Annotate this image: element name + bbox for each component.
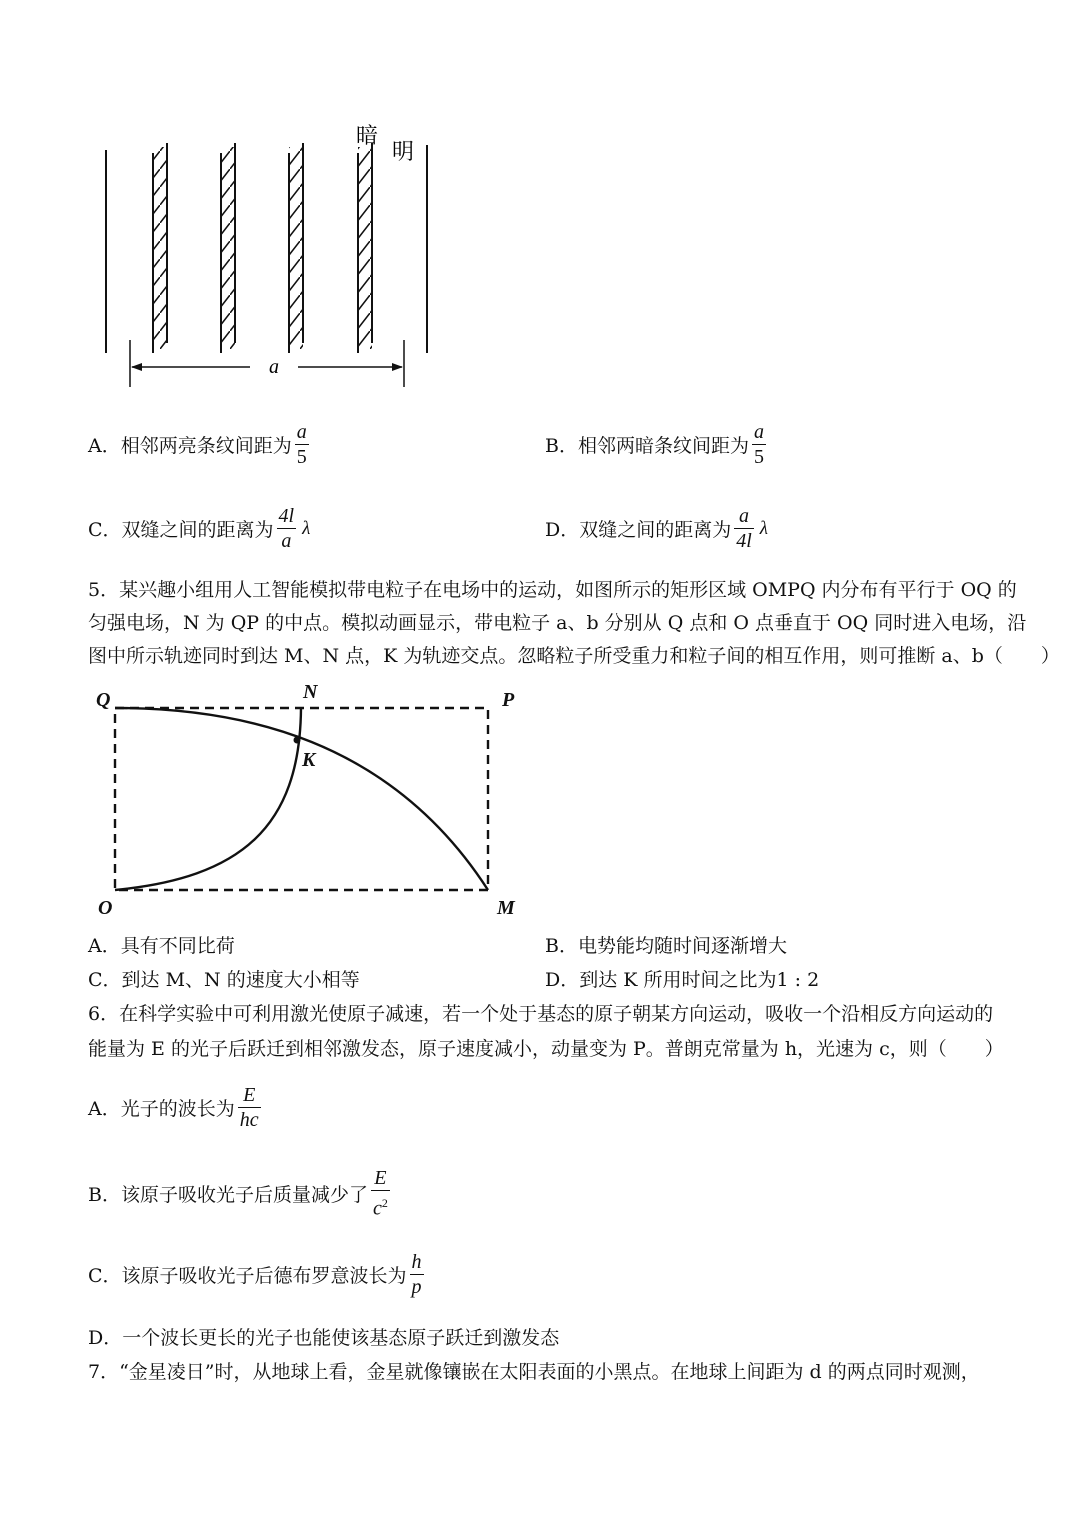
- q4-option-b[interactable]: B．相邻两暗条纹间距为 $\frac{a}{5}$: [545, 421, 764, 468]
- intersection-point-k: [294, 737, 301, 744]
- label-m: M: [497, 897, 515, 918]
- q5-option-b[interactable]: B．电势能均随时间逐渐增大: [545, 935, 787, 957]
- q6-option-d[interactable]: D．一个波长更长的光子也能使该基态原子跃迁到激发态: [88, 1327, 560, 1349]
- label-o: O: [98, 897, 113, 918]
- q6-option-a[interactable]: A．光子的波长为 $\frac{E}{hc}$: [88, 1084, 259, 1131]
- dark-fringe: [153, 143, 167, 353]
- label-q: Q: [96, 689, 111, 711]
- q4-option-c[interactable]: C．双缝之间的距离为 $\frac{4l}{a}$ λ: [88, 505, 311, 552]
- label-k: K: [302, 749, 316, 771]
- q5-line-1: 5．某兴趣小组用人工智能模拟带电粒子在电场中的运动，如图所示的矩形区域 OMPQ 内分布有平行于 OQ 的: [88, 579, 1017, 601]
- q6-option-c[interactable]: C．该原子吸收光子后德布罗意波长为 $\frac{h}{p}$: [88, 1251, 422, 1298]
- trajectory-a: [115, 708, 488, 890]
- q6-line-2: 能量为 E 的光子后跃迁到相邻激发态，原子速度减小，动量变为 P。普朗克常量为 h，光速为 c，则（ ）: [88, 1038, 1004, 1060]
- width-label: a: [269, 356, 279, 378]
- bright-label: 明: [391, 140, 415, 165]
- fraction: $\frac{a}{5}$: [753, 421, 764, 468]
- q5-option-d[interactable]: D．到达 K 所用时间之比为1 : 2: [545, 969, 820, 991]
- fraction: $\frac{4l}{a}$: [278, 505, 295, 552]
- q6-line-1: 6．在科学实验中可利用激光使原子减速，若一个处于基态的原子朝某方向运动，吸收一个沿相反方向运动的: [88, 1003, 994, 1025]
- q6-option-b[interactable]: B．该原子吸收光子后质量减少了 $\frac{E}{c^2}$: [88, 1167, 388, 1220]
- trajectory-b: [115, 708, 301, 890]
- fraction: $\frac{a}{4l}$: [736, 505, 752, 552]
- q4-option-d[interactable]: D．双缝之间的距离为 $\frac{a}{4l}$ λ: [545, 505, 769, 552]
- fraction: $\frac{a}{5}$: [296, 421, 307, 468]
- dark-fringe: [289, 143, 303, 353]
- trajectory-figure: [90, 678, 530, 918]
- field-rectangle: [115, 708, 488, 890]
- fraction: $\frac{h}{p}$: [411, 1251, 422, 1298]
- dark-fringe: [221, 143, 235, 353]
- dark-label: 暗: [355, 124, 379, 149]
- fringe-figure: [90, 115, 450, 395]
- q7-line-1: 7．“金星凌日”时，从地球上看，金星就像镶嵌在太阳表面的小黑点。在地球上间距为 d 的两点同时观测，: [88, 1361, 980, 1383]
- q5-line-2: 匀强电场，N 为 QP 的中点。模拟动画显示，带电粒子 a、b 分别从 Q 点和 O 点垂直于 OQ 同时进入电场，沿: [88, 612, 1027, 634]
- label-n: N: [303, 681, 318, 703]
- q4-option-a[interactable]: A．相邻两亮条纹间距为 $\frac{a}{5}$: [88, 421, 307, 468]
- fraction: $\frac{E}{c^2}$: [372, 1167, 388, 1220]
- fraction: $\frac{E}{hc}$: [239, 1084, 259, 1131]
- q5-line-3: 图中所示轨迹同时到达 M、N 点，K 为轨迹交点。忽略粒子所受重力和粒子间的相互作用，则可推断 a、b（ ）: [88, 645, 1060, 667]
- label-p: P: [502, 689, 515, 711]
- q5-option-c[interactable]: C．到达 M、N 的速度大小相等: [88, 969, 360, 991]
- dark-fringe: [358, 143, 372, 353]
- q5-option-a[interactable]: A．具有不同比荷: [88, 935, 235, 957]
